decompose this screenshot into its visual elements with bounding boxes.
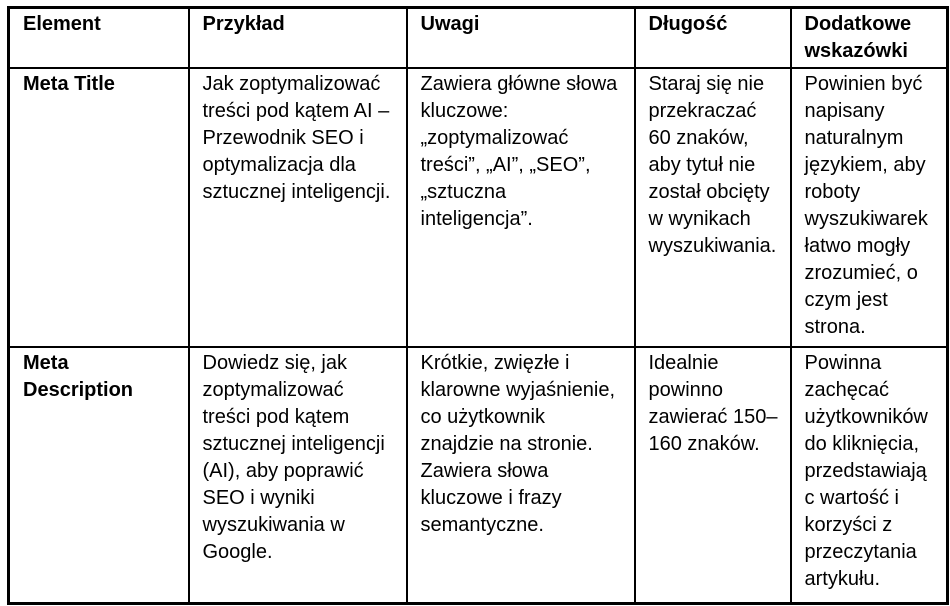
cell-meta-description-przyklad: Dowiedz się, jak zoptymalizować treści pod kątem sztucznej inteligencji (AI), aby poprawić SEO i wyniki wyszukiwania w Google. [189, 347, 407, 603]
column-header-uwagi: Uwagi [407, 8, 635, 69]
cell-meta-title-przyklad: Jak zoptymalizować treści pod kątem AI – Przewodnik SEO i optymalizacja dla sztucznej inteligencji. [189, 68, 407, 347]
seo-meta-tags-table [7, 6, 949, 605]
table-row-meta-description [9, 347, 948, 603]
column-header-dlugosc: Długość [635, 8, 791, 69]
column-header-przyklad: Przykład [189, 8, 407, 69]
table-row-meta-title [9, 68, 948, 347]
table-header-row [9, 8, 948, 69]
cell-meta-description-dlugosc: Idealnie powinno zawierać 150–160 znaków. [635, 347, 791, 603]
cell-meta-description-element: Meta Description [9, 347, 189, 603]
cell-meta-description-wskazowki: Powinna zachęcać użytkowników do kliknięcia, przedstawiając wartość i korzyści z przeczytania artykułu. [791, 347, 948, 603]
cell-meta-title-dlugosc: Staraj się nie przekraczać 60 znaków, aby tytuł nie został obcięty w wynikach wyszukiwania. [635, 68, 791, 347]
column-header-element: Element [9, 8, 189, 69]
column-header-dodatkowe-wskazowki: Dodatkowe wskazówki [791, 8, 948, 69]
cell-meta-description-uwagi: Krótkie, zwięzłe i klarowne wyjaśnienie, co użytkownik znajdzie na stronie. Zawiera słowa kluczowe i frazy semantyczne. [407, 347, 635, 603]
cell-meta-title-uwagi: Zawiera główne słowa kluczowe: „zoptymalizować treści”, „AI”, „SEO”, „sztuczna inteligencja”. [407, 68, 635, 347]
cell-meta-title-element: Meta Title [9, 68, 189, 347]
cell-meta-title-wskazowki: Powinien być napisany naturalnym językiem, aby roboty wyszukiwarek łatwo mogły zrozumieć, o czym jest strona. [791, 68, 948, 347]
